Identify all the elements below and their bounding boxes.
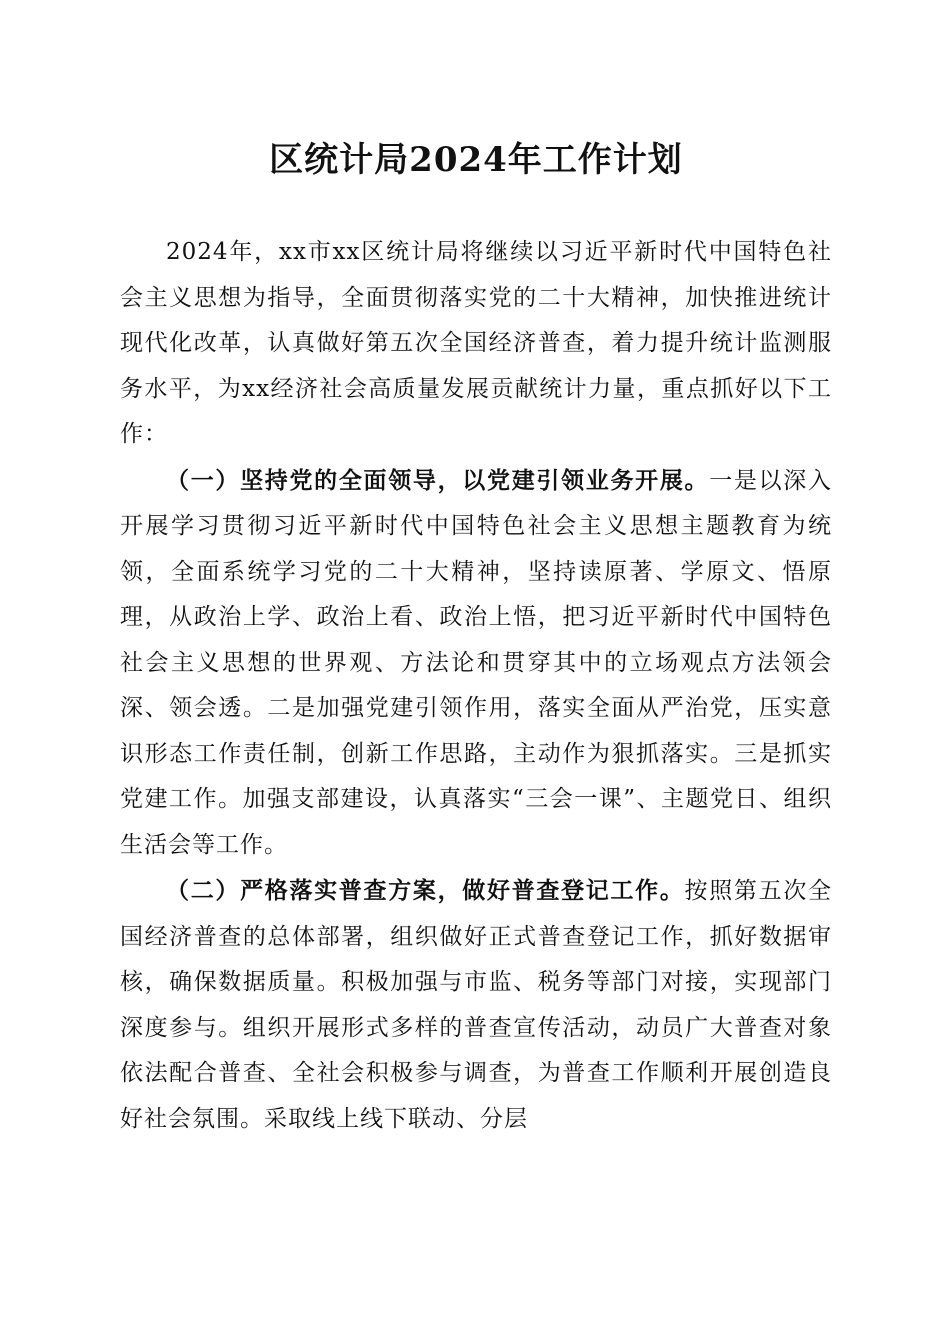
document-page bbox=[120, 136, 832, 1142]
section-1-heading: （一）坚持党的全面领导，以党建引领业务开展。 bbox=[166, 466, 710, 494]
document-title: 区统计局2024年工作计划 bbox=[269, 140, 683, 180]
paragraph-intro bbox=[120, 230, 832, 458]
paragraph-section-2 bbox=[120, 868, 832, 1142]
section-1-text: 一是以深入开展学习贯彻习近平新时代中国特色社会主义思想主题教育为统领，全面系统学习党的二十大精神，坚持读原著、学原文、悟原理，从政治上学、政治上看、政治上悟，把习近平新时代中国特色社会主义思想的世界观、方法论和贯穿其中的立场观点方法领会深、领会透。二是加强党建引领作用，落实全面从严治党，压实意识形态工作责任制，创新工作思路，主动作为狠抓落实。三是抓实党建工作。加强支部建设，认真落实“三会一课”、主题党日、组织生活会等工作。 bbox=[120, 467, 833, 858]
paragraph-intro-text: 2024年，xx市xx区统计局将继续以习近平新时代中国特色社会主义思想为指导，全面贯彻落实党的二十大精神，加快推进统计现代化改革，认真做好第五次全国经济普查，着力提升统计监测服务水平，为xx经济社会高质量发展贡献统计力量，重点抓好以下工作： bbox=[120, 239, 832, 447]
section-2-text: 按照第五次全国经济普查的总体部署，组织做好正式普查登记工作，抓好数据审核，确保数据质量。积极加强与市监、税务等部门对接，实现部门深度参与。组织开展形式多样的普查宣传活动，动员广大普查对象依法配合普查、全社会积极参与调查，为普查工作顺利开展创造良好社会氛围。采取线上线下联动、分层 bbox=[120, 878, 833, 1132]
paragraph-section-1 bbox=[120, 458, 832, 869]
section-2-heading: （二）严格落实普查方案，做好普查登记工作。 bbox=[166, 877, 685, 904]
document-body bbox=[120, 230, 832, 1142]
